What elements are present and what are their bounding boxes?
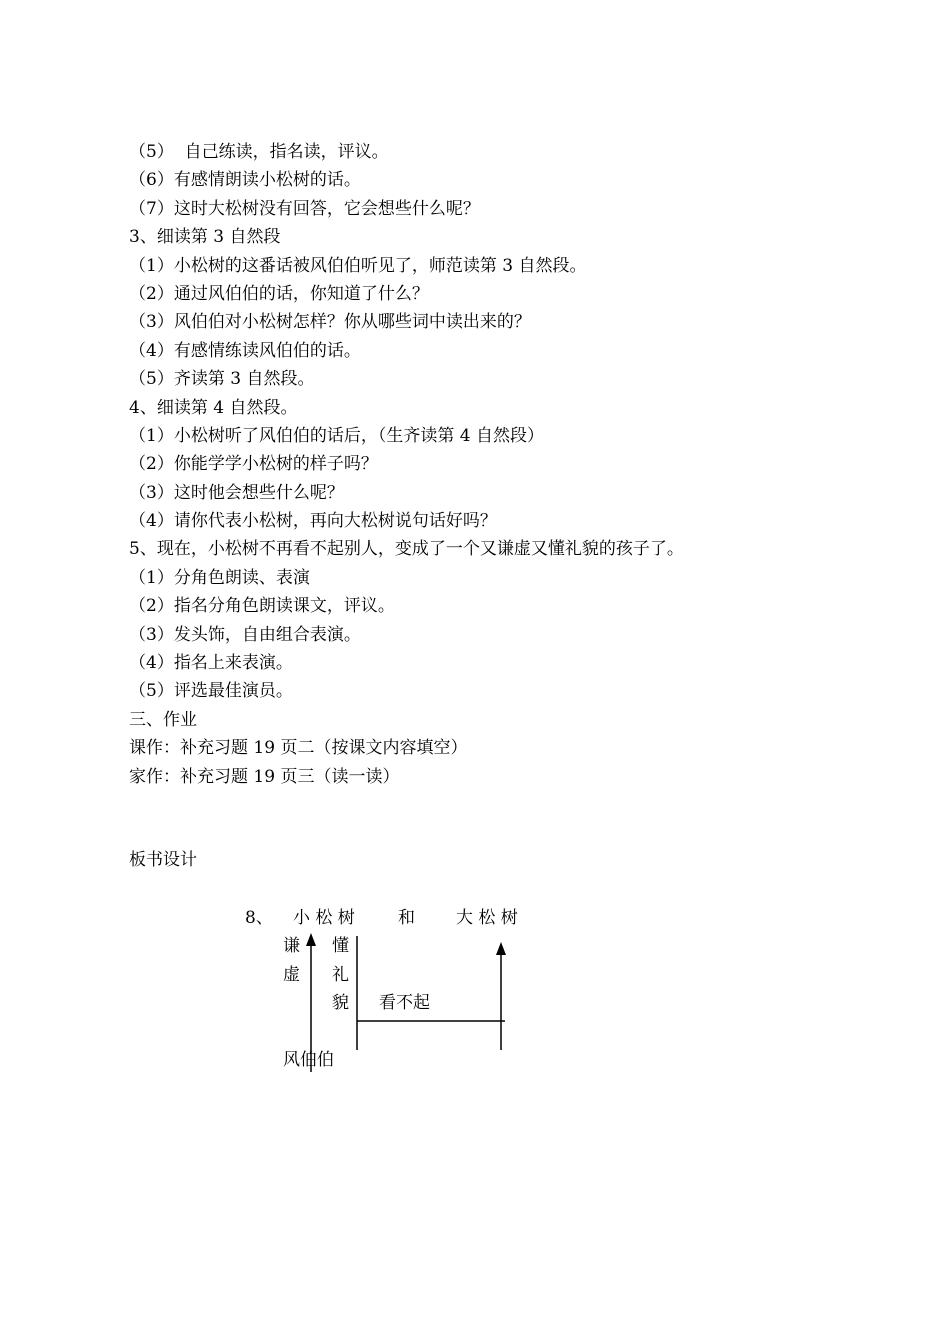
step-line: （4）有感情练读风伯伯的话。 [129,340,361,361]
homework-line: 课作：补充习题 19 页二（按课文内容填空） [129,738,468,759]
step-line: （1）小松树的这番话被风伯伯听见了，师范读第 3 自然段。 [129,255,587,276]
section-heading: 5、现在，小松树不再看不起别人，变成了一个又谦虚又懂礼貌的孩子了。 [129,539,684,560]
and-label: 和 [398,908,415,928]
step-line: （5）齐读第 3 自然段。 [129,369,315,390]
modest-char-2: 虚 [283,965,300,985]
homework-line: 家作：补充习题 19 页三（读一读） [129,766,400,787]
step-line: （6）有感情朗读小松树的话。 [129,170,361,191]
step-line: （5）评选最佳演员。 [129,681,293,702]
step-line: （2）指名分角色朗读课文，评议。 [129,596,395,617]
step-line: （3）这时他会想些什么呢？ [129,482,344,503]
big-pine-label: 大 松 树 [456,908,518,928]
left-arrowhead [306,933,316,946]
polite-char-1: 懂 [332,936,349,956]
polite-char-3: 貌 [332,993,349,1013]
small-pine-label: 小 松 树 [293,908,355,928]
step-line: （1）小松树听了风伯伯的话后，（生齐读第 4 自然段） [129,425,544,446]
step-line: （4）请你代表小松树，再向大松树说句话好吗？ [129,511,497,532]
step-line: （7）这时大松树没有回答，它会想些什么呢？ [129,198,480,219]
step-line: （4）指名上来表演。 [129,653,293,674]
wind-uncle-label: 风伯伯 [283,1050,334,1070]
step-line: （3）发头饰，自由组合表演。 [129,624,361,645]
board-design-heading: 板书设计 [129,850,197,870]
step-line: （2）你能学学小松树的样子吗？ [129,454,378,475]
step-line: （5） 自己练读，指名读，评议。 [129,142,389,162]
step-line: （2）通过风伯伯的话，你知道了什么？ [129,283,429,304]
section-heading: 三、作业 [129,709,197,730]
step-line: （3）风伯伯对小松树怎样？你从哪些词中读出来的？ [129,312,531,333]
modest-char-1: 谦 [283,936,300,956]
section-heading: 3、细读第 3 自然段 [129,227,281,248]
board-number: 8、 [245,908,273,928]
look-down-label: 看不起 [379,993,430,1013]
polite-char-2: 礼 [332,965,349,985]
right-arrowhead [496,942,506,955]
step-line: （1）分角色朗读、表演 [129,567,310,588]
section-heading: 4、细读第 4 自然段。 [129,397,298,418]
